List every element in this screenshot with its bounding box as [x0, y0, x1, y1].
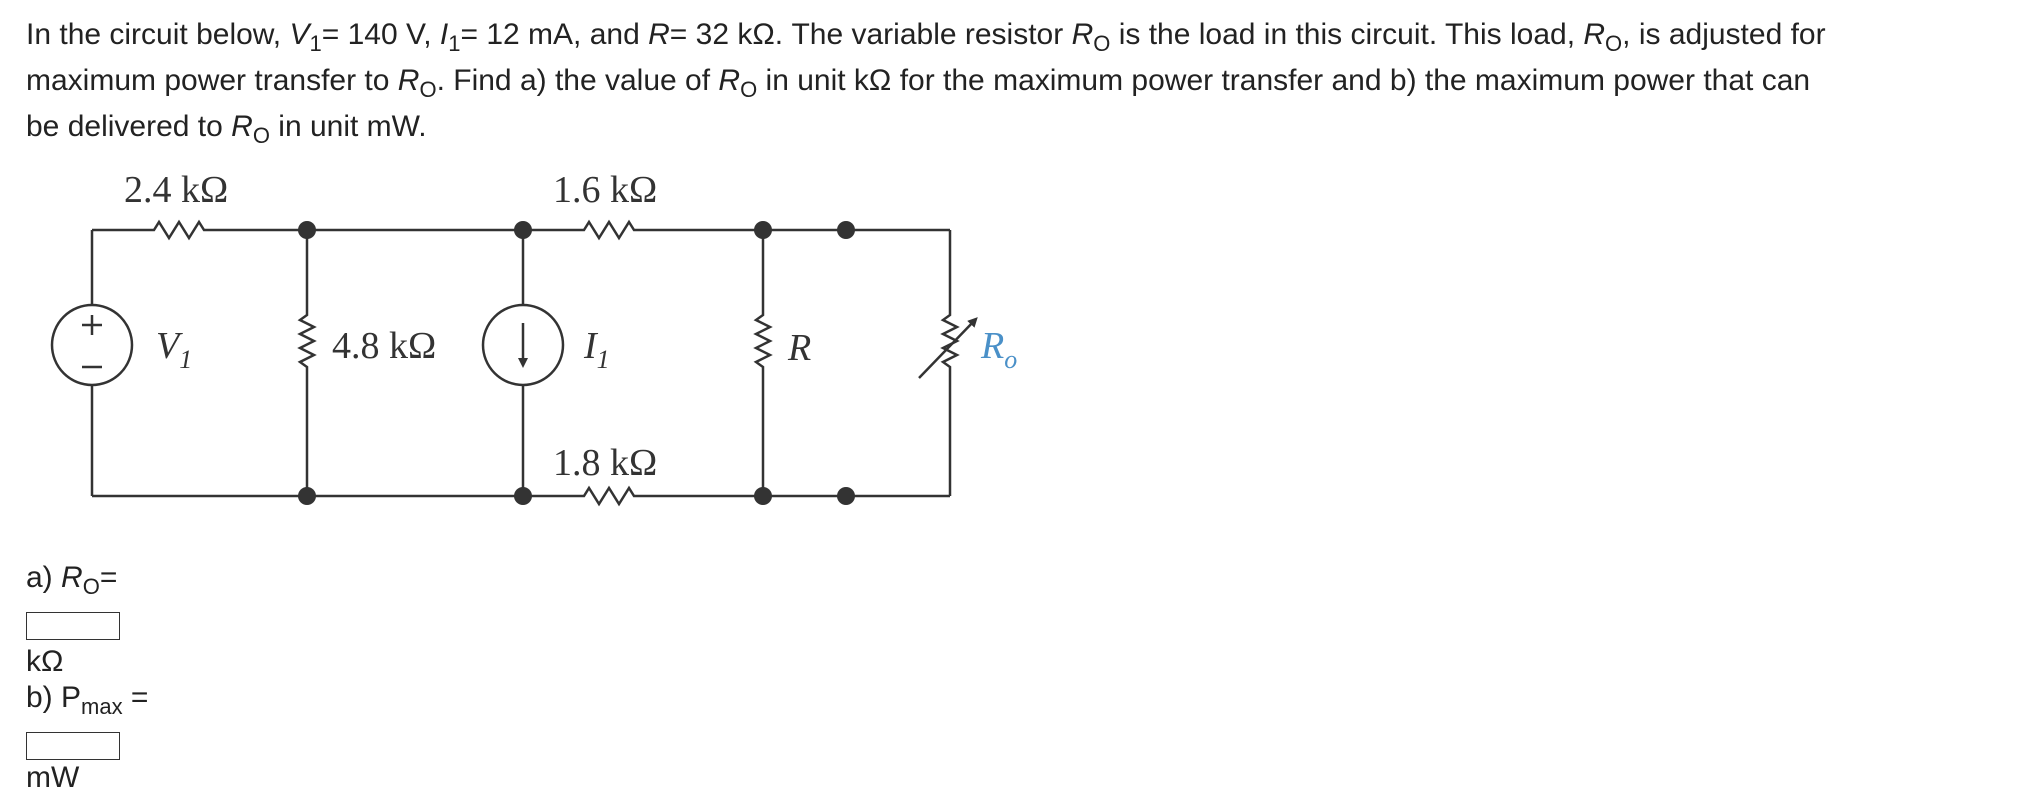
problem-text: in unit mW. — [269, 110, 427, 143]
problem-line-2 — [26, 58, 1986, 104]
ro-adjust-arrow — [919, 320, 975, 378]
resistor-label-2-4k: 2.4 kΩ — [124, 169, 229, 211]
source-polarity-marks — [82, 315, 102, 367]
answer-a-prefix: a) — [26, 561, 62, 594]
ro-variable-resistor — [943, 230, 957, 496]
junction-dot — [514, 487, 532, 505]
resistor-label-1-8k: 1.8 kΩ — [553, 442, 658, 484]
r-resistor — [756, 230, 770, 496]
resistor-label-1-6k: 1.6 kΩ — [553, 169, 658, 211]
terminal-dot — [837, 487, 855, 505]
v1-subscript: 1 — [309, 31, 322, 56]
problem-text: = 140 V, — [321, 18, 440, 51]
ro-symbol: R — [718, 64, 741, 97]
r-symbol: R — [648, 18, 670, 51]
problem-line-3 — [26, 104, 1986, 150]
answer-a-label — [26, 560, 118, 599]
ro-symbol: R — [231, 110, 253, 143]
answer-b-unit: mW — [26, 761, 80, 794]
shunt-resistor — [300, 230, 314, 496]
i1-label: $I_1$ — [584, 325, 610, 374]
problem-text: be delivered to — [26, 110, 232, 143]
junction-dot — [298, 221, 316, 239]
ro-symbol: R — [397, 64, 420, 97]
answer-b-input[interactable] — [26, 732, 120, 760]
pmax-subscript: max — [81, 694, 123, 719]
answer-a-input[interactable] — [26, 612, 120, 640]
answer-b-prefix: b) P — [26, 681, 82, 714]
i1-symbol: I — [439, 18, 449, 51]
resistor-label-4-8k: 4.8 kΩ — [332, 325, 437, 367]
answer-a-unit: kΩ — [26, 645, 64, 678]
v1-label: $V_1$ — [156, 325, 193, 374]
circuit-diagram — [26, 160, 1046, 520]
problem-text: , is adjusted for — [1622, 18, 1826, 51]
junction-dot — [298, 487, 316, 505]
ro-label: $R_o$ — [981, 325, 1018, 374]
problem-text: = 12 mA, and — [460, 18, 649, 51]
ro-subscript: O — [252, 123, 270, 148]
ro-subscript: O — [1093, 31, 1111, 56]
problem-text: in unit kΩ for the maximum power transfer and b) the maximum power that can — [757, 64, 1811, 97]
junction-dot — [514, 221, 532, 239]
problem-text: maximum power transfer to — [26, 64, 398, 97]
r-label: R — [788, 327, 812, 369]
problem-statement — [26, 12, 1986, 150]
ro-subscript: O — [82, 574, 100, 599]
i1-subscript: 1 — [448, 31, 461, 56]
ro-symbol: R — [61, 561, 83, 594]
problem-text: In the circuit below, — [26, 18, 290, 51]
junction-dot — [754, 487, 772, 505]
terminal-dot — [837, 221, 855, 239]
ro-subscript: O — [740, 77, 758, 102]
equals-sign: = — [99, 561, 118, 594]
ro-subscript: O — [1605, 31, 1623, 56]
ro-symbol: R — [1583, 18, 1606, 51]
junction-dot — [754, 221, 772, 239]
problem-text: . Find a) the value of — [436, 64, 719, 97]
ro-subscript: O — [419, 77, 437, 102]
problem-text: = 32 kΩ. The variable resistor — [669, 18, 1072, 51]
ro-symbol: R — [1071, 18, 1094, 51]
problem-text: is the load in this circuit. This load, — [1110, 18, 1584, 51]
v1-symbol: V — [289, 18, 310, 51]
problem-line-1 — [26, 12, 1986, 58]
answer-b-label — [26, 680, 149, 719]
equals-sign: = — [122, 681, 149, 714]
